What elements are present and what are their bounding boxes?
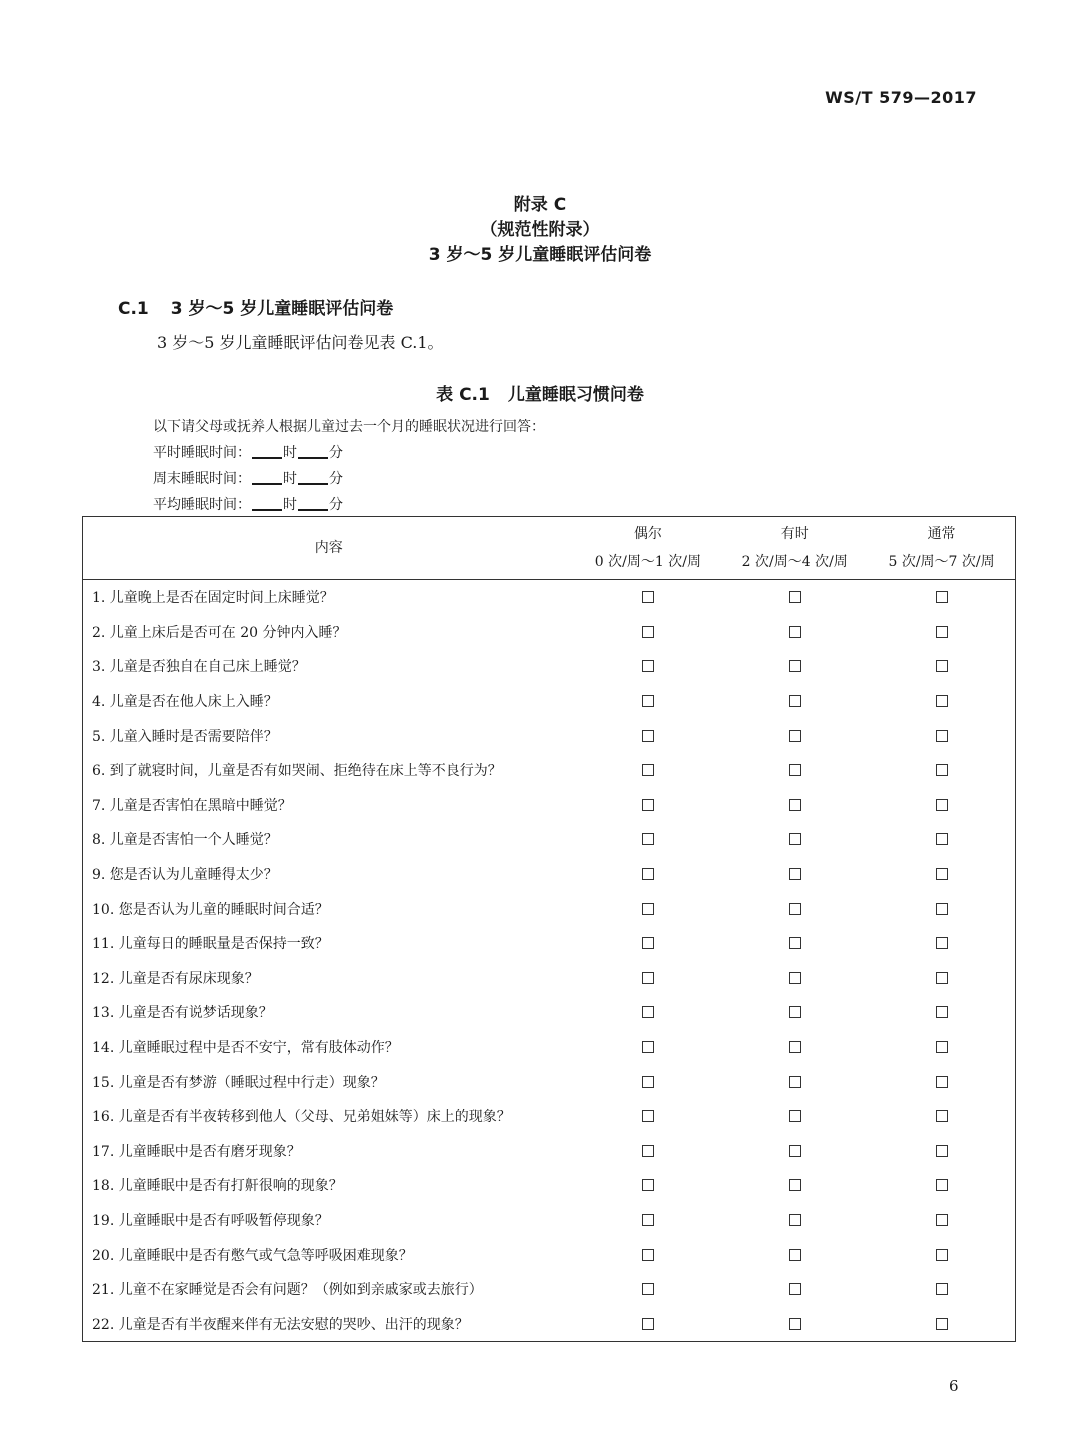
header-option-range: 2 次/周～4 次/周: [741, 554, 848, 570]
section-heading: [118, 294, 393, 319]
sleep-time-line: [153, 466, 545, 492]
checkbox-sometimes[interactable]: [789, 972, 801, 984]
checkbox-sometimes[interactable]: [789, 1145, 801, 1157]
checkbox-usually[interactable]: [936, 1283, 948, 1295]
appendix-title: 3 岁～5 岁儿童睡眠评估问卷: [428, 245, 652, 265]
option-cell-sometimes: [721, 649, 868, 684]
minute-blank[interactable]: [298, 469, 328, 485]
header-content: 内容: [83, 517, 575, 580]
option-cell-usually: [868, 615, 1015, 650]
option-cell-usually: [868, 753, 1015, 788]
table-row: [83, 822, 1016, 857]
checkbox-sometimes[interactable]: [789, 1318, 801, 1330]
table-row: [83, 788, 1016, 823]
checkbox-usually[interactable]: [936, 1006, 948, 1018]
header-usually: [868, 517, 1015, 580]
checkbox-occasionally[interactable]: [642, 730, 654, 742]
question-text: 9. 您是否认为儿童睡得太少？: [92, 867, 278, 884]
table-row: [83, 1064, 1016, 1099]
checkbox-sometimes[interactable]: [789, 591, 801, 603]
option-cell-occasionally: [574, 788, 721, 823]
checkbox-sometimes[interactable]: [789, 868, 801, 880]
sleep-time-line: [153, 492, 545, 518]
sleep-time-label: 平均睡眠时间：: [153, 497, 251, 513]
standard-code: WS/T 579—2017: [825, 88, 977, 107]
option-cell-sometimes: [721, 822, 868, 857]
table-row: [83, 1030, 1016, 1065]
option-cell-occasionally: [574, 995, 721, 1030]
option-cell-usually: [868, 580, 1015, 615]
option-cell-occasionally: [574, 1064, 721, 1099]
question-text: 3. 儿童是否独自在自己床上睡觉？: [92, 659, 306, 676]
sleep-habits-table: [82, 516, 1016, 1342]
option-cell-usually: [868, 1168, 1015, 1203]
table-row: [83, 1237, 1016, 1272]
option-cell-occasionally: [574, 1168, 721, 1203]
checkbox-usually[interactable]: [936, 1179, 948, 1191]
sleep-time-label: 周末睡眠时间：: [153, 471, 251, 487]
option-cell-occasionally: [574, 684, 721, 719]
option-cell-usually: [868, 1237, 1015, 1272]
option-cell-usually: [868, 1134, 1015, 1169]
hour-blank[interactable]: [252, 469, 282, 485]
table-row: [83, 1203, 1016, 1238]
table-row: [83, 1134, 1016, 1169]
hour-unit: 时: [283, 445, 297, 461]
table-row: [83, 580, 1016, 615]
checkbox-usually[interactable]: [936, 1249, 948, 1261]
option-cell-occasionally: [574, 1099, 721, 1134]
checkbox-sometimes[interactable]: [789, 799, 801, 811]
hour-unit: 时: [283, 471, 297, 487]
question-text: 22. 儿童是否有半夜醒来伴有无法安慰的哭吵、出汗的现象？: [92, 1316, 469, 1333]
checkbox-occasionally[interactable]: [642, 972, 654, 984]
table-number: 表 C.1: [436, 385, 490, 405]
checkbox-usually[interactable]: [936, 1041, 948, 1053]
checkbox-occasionally[interactable]: [642, 591, 654, 603]
option-cell-occasionally: [574, 1203, 721, 1238]
checkbox-sometimes[interactable]: [789, 660, 801, 672]
option-cell-occasionally: [574, 926, 721, 961]
question-text: 19. 儿童睡眠中是否有呼吸暂停现象？: [92, 1212, 329, 1229]
checkbox-usually[interactable]: [936, 1145, 948, 1157]
checkbox-usually[interactable]: [936, 1076, 948, 1088]
checkbox-sometimes[interactable]: [789, 1283, 801, 1295]
option-cell-sometimes: [721, 684, 868, 719]
option-cell-occasionally: [574, 1306, 721, 1341]
table-title: [0, 380, 1080, 405]
option-cell-sometimes: [721, 580, 868, 615]
option-cell-usually: [868, 926, 1015, 961]
checkbox-occasionally[interactable]: [642, 937, 654, 949]
question-text: 12. 儿童是否有尿床现象？: [92, 970, 259, 987]
table-row: [83, 1272, 1016, 1307]
checkbox-usually[interactable]: [936, 868, 948, 880]
checkbox-occasionally[interactable]: [642, 1318, 654, 1330]
question-text: 14. 儿童睡眠过程中是否不安宁，常有肢体动作？: [92, 1040, 399, 1057]
checkbox-usually[interactable]: [936, 972, 948, 984]
checkbox-occasionally[interactable]: [642, 1179, 654, 1191]
header-option-label: 偶尔: [633, 526, 662, 542]
question-text: 20. 儿童睡眠中是否有憋气或气急等呼吸困难现象？: [92, 1247, 413, 1264]
option-cell-occasionally: [574, 1237, 721, 1272]
checkbox-occasionally[interactable]: [642, 833, 654, 845]
option-cell-occasionally: [574, 822, 721, 857]
table-title-text: 儿童睡眠习惯问卷: [507, 385, 644, 405]
checkbox-occasionally[interactable]: [642, 695, 654, 707]
table-row: [83, 1168, 1016, 1203]
hour-blank[interactable]: [252, 495, 282, 511]
appendix-heading: [0, 193, 1080, 268]
appendix-label: 附录 C: [513, 195, 567, 215]
checkbox-usually[interactable]: [936, 903, 948, 915]
minute-unit: 分: [329, 445, 343, 461]
sleep-time-lines: [153, 440, 545, 518]
header-occasionally: [574, 517, 721, 580]
option-cell-sometimes: [721, 857, 868, 892]
checkbox-occasionally[interactable]: [642, 1110, 654, 1122]
checkbox-sometimes[interactable]: [789, 730, 801, 742]
section-number: C.1: [118, 299, 149, 319]
checkbox-usually[interactable]: [936, 764, 948, 776]
page-number: 6: [949, 1377, 959, 1395]
option-cell-sometimes: [721, 926, 868, 961]
checkbox-usually[interactable]: [936, 660, 948, 672]
option-cell-usually: [868, 1064, 1015, 1099]
table-row: [83, 1099, 1016, 1134]
option-cell-usually: [868, 822, 1015, 857]
checkbox-sometimes[interactable]: [789, 1076, 801, 1088]
option-cell-sometimes: [721, 1203, 868, 1238]
sleep-time-line: [153, 440, 545, 466]
question-text: 7. 儿童是否害怕在黑暗中睡觉？: [92, 797, 292, 814]
question-text: 8. 儿童是否害怕一个人睡觉？: [92, 832, 278, 849]
checkbox-usually[interactable]: [936, 730, 948, 742]
question-text: 15. 儿童是否有梦游（睡眠过程中行走）现象？: [92, 1074, 385, 1091]
header-option-range: 0 次/周～1 次/周: [594, 554, 701, 570]
checkbox-usually[interactable]: [936, 799, 948, 811]
checkbox-occasionally[interactable]: [642, 1076, 654, 1088]
checkbox-occasionally[interactable]: [642, 1006, 654, 1018]
checkbox-sometimes[interactable]: [789, 626, 801, 638]
checkbox-occasionally[interactable]: [642, 626, 654, 638]
option-cell-occasionally: [574, 857, 721, 892]
option-cell-sometimes: [721, 753, 868, 788]
option-cell-sometimes: [721, 1030, 868, 1065]
checkbox-sometimes[interactable]: [789, 764, 801, 776]
table-row: [83, 857, 1016, 892]
question-text: 6. 到了就寝时间，儿童是否有如哭闹、拒绝待在床上等不良行为？: [92, 763, 502, 780]
option-cell-occasionally: [574, 1134, 721, 1169]
checkbox-occasionally[interactable]: [642, 903, 654, 915]
table-row: [83, 753, 1016, 788]
option-cell-occasionally: [574, 615, 721, 650]
question-text: 10. 您是否认为儿童的睡眠时间合适？: [92, 901, 329, 918]
checkbox-sometimes[interactable]: [789, 1006, 801, 1018]
option-cell-usually: [868, 1030, 1015, 1065]
question-text: 5. 儿童入睡时是否需要陪伴？: [92, 728, 278, 745]
header-option-label: 通常: [927, 526, 956, 542]
table-row: [83, 961, 1016, 996]
option-cell-sometimes: [721, 1306, 868, 1341]
checkbox-sometimes[interactable]: [789, 937, 801, 949]
option-cell-sometimes: [721, 995, 868, 1030]
minute-blank[interactable]: [298, 443, 328, 459]
hour-blank[interactable]: [252, 443, 282, 459]
checkbox-occasionally[interactable]: [642, 799, 654, 811]
question-rows: [83, 580, 1016, 1342]
option-cell-sometimes: [721, 1099, 868, 1134]
question-text: 17. 儿童睡眠中是否有磨牙现象？: [92, 1143, 301, 1160]
hour-unit: 时: [283, 497, 297, 513]
option-cell-sometimes: [721, 788, 868, 823]
section-body: 3 岁～5 岁儿童睡眠评估问卷见表 C.1。: [157, 333, 444, 352]
option-cell-usually: [868, 718, 1015, 753]
table-row: [83, 684, 1016, 719]
option-cell-usually: [868, 1272, 1015, 1307]
checkbox-sometimes[interactable]: [789, 903, 801, 915]
question-text: 4. 儿童是否在他人床上入睡？: [92, 694, 278, 711]
minute-blank[interactable]: [298, 495, 328, 511]
checkbox-sometimes[interactable]: [789, 1179, 801, 1191]
table-row: [83, 615, 1016, 650]
checkbox-usually[interactable]: [936, 1110, 948, 1122]
option-cell-occasionally: [574, 753, 721, 788]
option-cell-usually: [868, 1306, 1015, 1341]
checkbox-usually[interactable]: [936, 626, 948, 638]
option-cell-sometimes: [721, 1168, 868, 1203]
instructions: [153, 414, 545, 518]
option-cell-sometimes: [721, 718, 868, 753]
option-cell-usually: [868, 1099, 1015, 1134]
checkbox-sometimes[interactable]: [789, 1041, 801, 1053]
option-cell-usually: [868, 891, 1015, 926]
question-text: 18. 儿童睡眠中是否有打鼾很响的现象？: [92, 1178, 343, 1195]
checkbox-occasionally[interactable]: [642, 660, 654, 672]
checkbox-sometimes[interactable]: [789, 1214, 801, 1226]
checkbox-usually[interactable]: [936, 591, 948, 603]
option-cell-occasionally: [574, 961, 721, 996]
question-text: 1. 儿童晚上是否在固定时间上床睡觉？: [92, 590, 334, 607]
checkbox-usually[interactable]: [936, 695, 948, 707]
table-row: [83, 891, 1016, 926]
checkbox-usually[interactable]: [936, 1214, 948, 1226]
option-cell-sometimes: [721, 1064, 868, 1099]
header-option-label: 有时: [780, 526, 809, 542]
question-text: 11. 儿童每日的睡眠量是否保持一致？: [92, 936, 329, 953]
checkbox-occasionally[interactable]: [642, 1145, 654, 1157]
checkbox-usually[interactable]: [936, 1318, 948, 1330]
checkbox-sometimes[interactable]: [789, 833, 801, 845]
question-text: 13. 儿童是否有说梦话现象？: [92, 1005, 273, 1022]
option-cell-usually: [868, 1203, 1015, 1238]
sleep-time-label: 平时睡眠时间：: [153, 445, 251, 461]
table-row: [83, 718, 1016, 753]
checkbox-occasionally[interactable]: [642, 868, 654, 880]
checkbox-occasionally[interactable]: [642, 1283, 654, 1295]
option-cell-sometimes: [721, 1134, 868, 1169]
option-cell-occasionally: [574, 1030, 721, 1065]
option-cell-usually: [868, 961, 1015, 996]
option-cell-occasionally: [574, 891, 721, 926]
option-cell-usually: [868, 788, 1015, 823]
checkbox-occasionally[interactable]: [642, 1041, 654, 1053]
table-row: [83, 926, 1016, 961]
question-text: 21. 儿童不在家睡觉是否会有问题？（例如到亲戚家或去旅行）: [92, 1282, 483, 1299]
table-row: [83, 1306, 1016, 1341]
checkbox-occasionally[interactable]: [642, 1249, 654, 1261]
option-cell-sometimes: [721, 891, 868, 926]
minute-unit: 分: [329, 497, 343, 513]
question-text: 16. 儿童是否有半夜转移到他人（父母、兄弟姐妹等）床上的现象？: [92, 1109, 511, 1126]
minute-unit: 分: [329, 471, 343, 487]
option-cell-occasionally: [574, 580, 721, 615]
option-cell-usually: [868, 684, 1015, 719]
instruction-text: 以下请父母或抚养人根据儿童过去一个月的睡眠状况进行回答：: [153, 419, 545, 435]
header-option-range: 5 次/周～7 次/周: [888, 554, 995, 570]
option-cell-occasionally: [574, 1272, 721, 1307]
section-title: 3 岁～5 岁儿童睡眠评估问卷: [170, 299, 394, 319]
checkbox-sometimes[interactable]: [789, 1249, 801, 1261]
option-cell-usually: [868, 649, 1015, 684]
option-cell-occasionally: [574, 718, 721, 753]
checkbox-sometimes[interactable]: [789, 1110, 801, 1122]
option-cell-usually: [868, 857, 1015, 892]
option-cell-occasionally: [574, 649, 721, 684]
option-cell-sometimes: [721, 1237, 868, 1272]
header-sometimes: [721, 517, 868, 580]
table-row: [83, 649, 1016, 684]
appendix-type: （规范性附录）: [480, 220, 600, 240]
checkbox-sometimes[interactable]: [789, 695, 801, 707]
option-cell-usually: [868, 995, 1015, 1030]
question-text: 2. 儿童上床后是否可在 20 分钟内入睡？: [92, 624, 347, 641]
table-header-row: [83, 517, 1016, 580]
checkbox-usually[interactable]: [936, 937, 948, 949]
option-cell-sometimes: [721, 615, 868, 650]
table-row: [83, 995, 1016, 1030]
option-cell-sometimes: [721, 961, 868, 996]
checkbox-usually[interactable]: [936, 833, 948, 845]
checkbox-occasionally[interactable]: [642, 1214, 654, 1226]
checkbox-occasionally[interactable]: [642, 764, 654, 776]
option-cell-sometimes: [721, 1272, 868, 1307]
